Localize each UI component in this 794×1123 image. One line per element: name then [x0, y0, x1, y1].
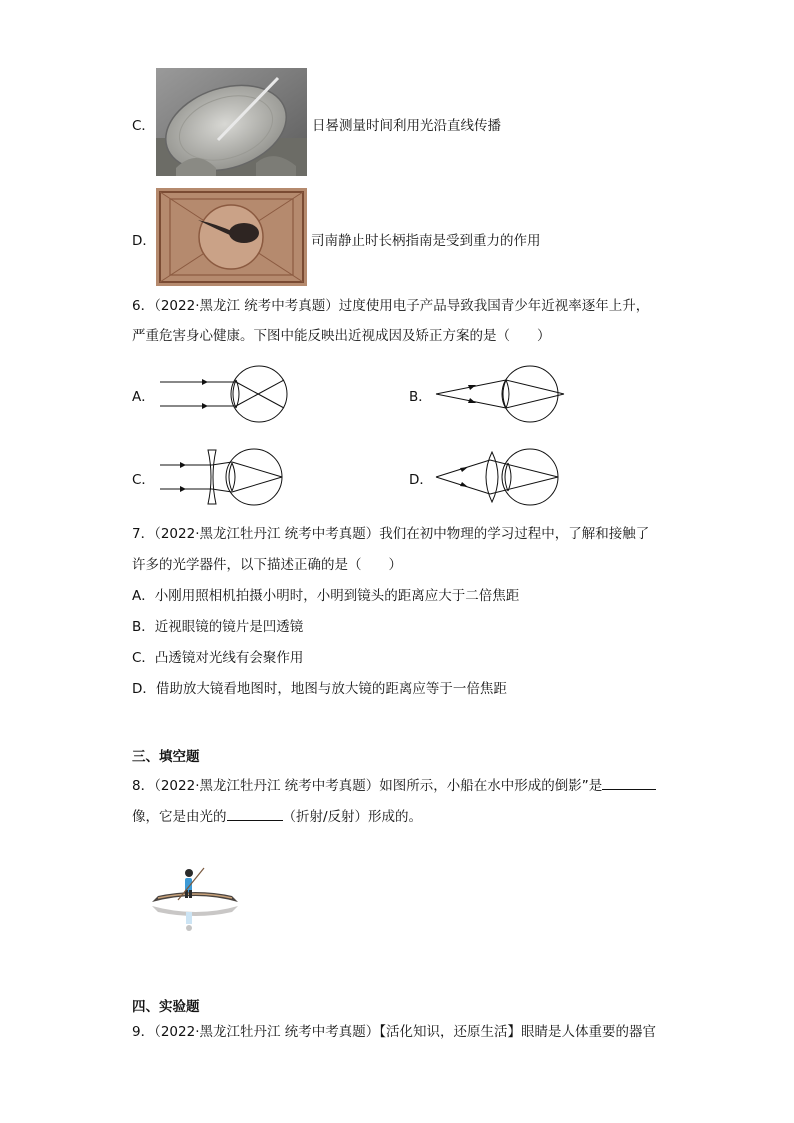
q8-blank-1[interactable] — [602, 775, 656, 790]
q7-stem-line2: 许多的光学器件，以下描述正确的是（ ） — [132, 557, 402, 573]
eye-diagram-b — [432, 364, 568, 424]
q7-option-a: A．小刚用照相机拍摄小明时，小明到镜头的距离应大于二倍焦距 — [132, 588, 520, 604]
q6-option-c-label: C． — [132, 472, 155, 488]
eye-diagram-c — [156, 446, 292, 508]
section-title-fill-blank: 三、填空题 — [132, 749, 200, 765]
q6-option-d-label: D． — [409, 472, 433, 488]
sinan-compass-photo — [156, 188, 307, 286]
sundial-photo — [156, 68, 307, 176]
q9-stem-line1: 9．（2022·黑龙江牡丹江 统考中考真题）【活化知识，还原生活】眼睛是人体重要的器官 — [132, 1024, 657, 1040]
q6-option-a-label: A． — [132, 389, 155, 405]
q6-option-b-label: B． — [409, 389, 432, 405]
boat-reflection-illustration — [148, 862, 244, 934]
q5-option-c-label: C． — [132, 118, 155, 134]
eye-diagram-d — [432, 446, 568, 508]
q7-stem-line1: 7．（2022·黑龙江牡丹江 统考中考真题）我们在初中物理的学习过程中，了解和接触了 — [132, 526, 650, 542]
q7-option-c: C．凸透镜对光线有会聚作用 — [132, 650, 304, 666]
q5-option-d-text: 司南静止时长柄指南是受到重力的作用 — [311, 233, 541, 249]
q7-option-b: B．近视眼镜的镜片是凹透镜 — [132, 619, 304, 635]
q8-stem-text2: 像，它是由光的 — [132, 809, 227, 825]
q6-stem-line2: 严重危害身心健康。下图中能反映出近视成因及矫正方案的是（ ） — [132, 328, 551, 344]
eye-diagram-a — [156, 364, 292, 424]
q7-option-d: D．借助放大镜看地图时，地图与放大镜的距离应等于一倍焦距 — [132, 681, 507, 697]
q6-stem-line1: 6．（2022·黑龙江 统考中考真题）过度使用电子产品导致我国青少年近视率逐年上升， — [132, 298, 650, 314]
q8-blank-2[interactable] — [227, 806, 283, 821]
q8-stem-line2 — [132, 806, 422, 827]
q5-option-d-label: D． — [132, 233, 156, 249]
section-title-experiment: 四、实验题 — [132, 999, 200, 1015]
q8-stem-line1 — [132, 775, 656, 796]
q8-stem-text1: 8．（2022·黑龙江牡丹江 统考中考真题）如图所示，小船在水中形成的倒影”是 — [132, 778, 603, 794]
q5-option-c-text: 日晷测量时间利用光沿直线传播 — [312, 118, 501, 134]
q8-stem-text3: （折射/反射）形成的。 — [282, 809, 423, 825]
